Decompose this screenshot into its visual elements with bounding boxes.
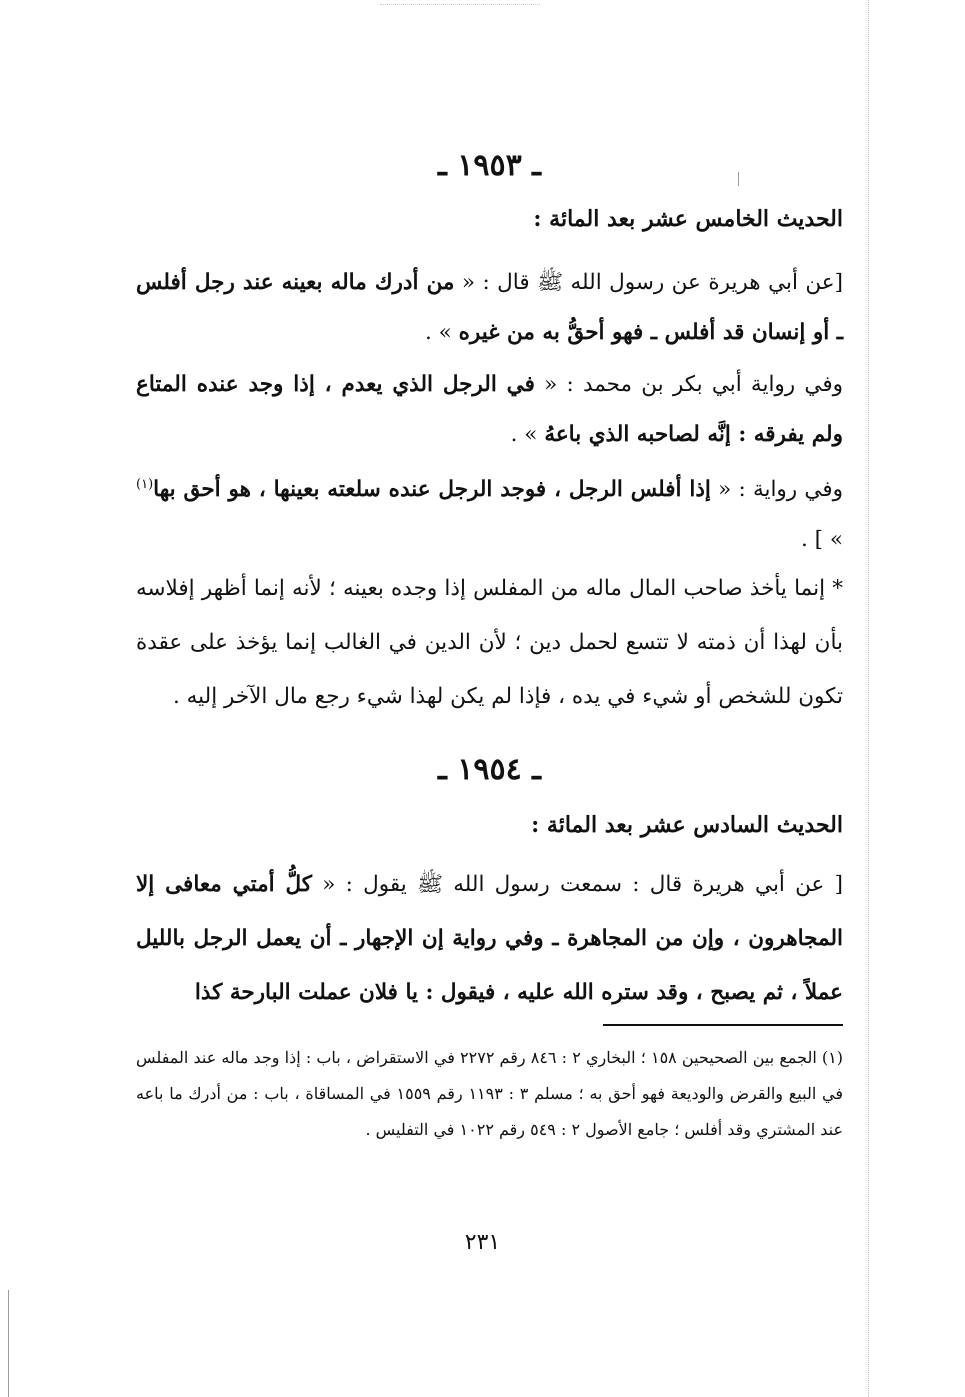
narration-end: » . xyxy=(424,320,459,345)
narration-end: » . xyxy=(510,422,545,447)
narration-quote: من أدرك ماله بعينه عند رجل أفلس ـ أو إنسان قد أفلس ـ فهو أحقُّ به من غيره xyxy=(136,270,843,345)
narration-quote: في الرجل الذي يعدم ، إذا وجد عنده المتاع ولم يفرقه : إنَّه لصاحبه الذي باعهُ xyxy=(136,372,843,447)
narration-quote: كلُّ أمتي معافى إلا المجاهرون ، وإن من المجاهرة ـ وفي رواية إن الإجهار ـ أن يعمل الرجل بالليل عملاً ، ثم يصبح ، وقد ستره الله عليه ، فيقول : يا فلان عملت البارحة كذا xyxy=(136,872,843,1005)
hadith-1953-second-narration xyxy=(136,360,843,460)
narration-intro: [عن أبي هريرة عن رسول الله ﷺ قال : « xyxy=(454,270,843,295)
hadith-number-1953: ـ ١٩٥٣ ـ xyxy=(438,148,541,183)
footnote-reference: (١) xyxy=(136,477,154,492)
narration-end: » ] . xyxy=(800,527,843,553)
scan-artifact-right-edge xyxy=(868,0,869,1397)
hadith-1953-commentary: * إنما يأخذ صاحب المال ماله من المفلس إذا وجده بعينه ؛ لأنه إنما أظهر إفلاسه بأن لهذا أن ذمته لا تتسع لحمل دين ؛ لأن الدين في الغالب إنما يؤخذ على عقدة تكون للشخص أو شيء في يده ، فإذا لم يكن لهذا شيء رجع مال الآخر إليه . xyxy=(136,576,843,709)
footnote-separator xyxy=(603,1024,843,1026)
hadith-1954-narration xyxy=(136,858,843,1020)
hadith-subtitle-1953: الحديث الخامس عشر بعد المائة : xyxy=(533,206,843,232)
narration-intro: وفي رواية : « xyxy=(710,477,843,503)
footnote: (١) الجمع بين الصحيحين ١٥٨ ؛ البخاري ٢ : ٨٤٦ رقم ٢٢٧٢ في الاستقراض ، باب : إذا وجد ماله عند المفلس في البيع والقرض والوديعة فهو أحق به ؛ مسلم ٣ : ١١٩٣ رقم ١٥٥٩ في المساقاة ، باب : من أدرك ما باعه عند المشتري وقد أفلس ؛ جامع الأصول ٢ : ٥٤٩ رقم ١٠٢٢ في التفليس . xyxy=(136,1048,844,1139)
narration-intro: [ عن أبي هريرة قال : سمعت رسول الله ﷺ يقول : « xyxy=(312,872,843,897)
hadith-subtitle-1954: الحديث السادس عشر بعد المائة : xyxy=(531,812,843,838)
narration-quote: إذا أفلس الرجل ، فوجد الرجل عنده سلعته بعينها ، هو أحق بها xyxy=(153,477,711,503)
hadith-1953-third-narration xyxy=(136,460,843,565)
scan-artifact-left-edge xyxy=(8,1290,9,1397)
page-number: ٢٣١ xyxy=(464,1230,501,1255)
hadith-number-1954: ـ ١٩٥٤ ـ xyxy=(438,752,541,787)
hadith-1953-main-narration xyxy=(136,258,843,358)
narration-intro: وفي رواية أبي بكر بن محمد : « xyxy=(534,372,843,397)
scan-artifact-top xyxy=(380,4,540,5)
